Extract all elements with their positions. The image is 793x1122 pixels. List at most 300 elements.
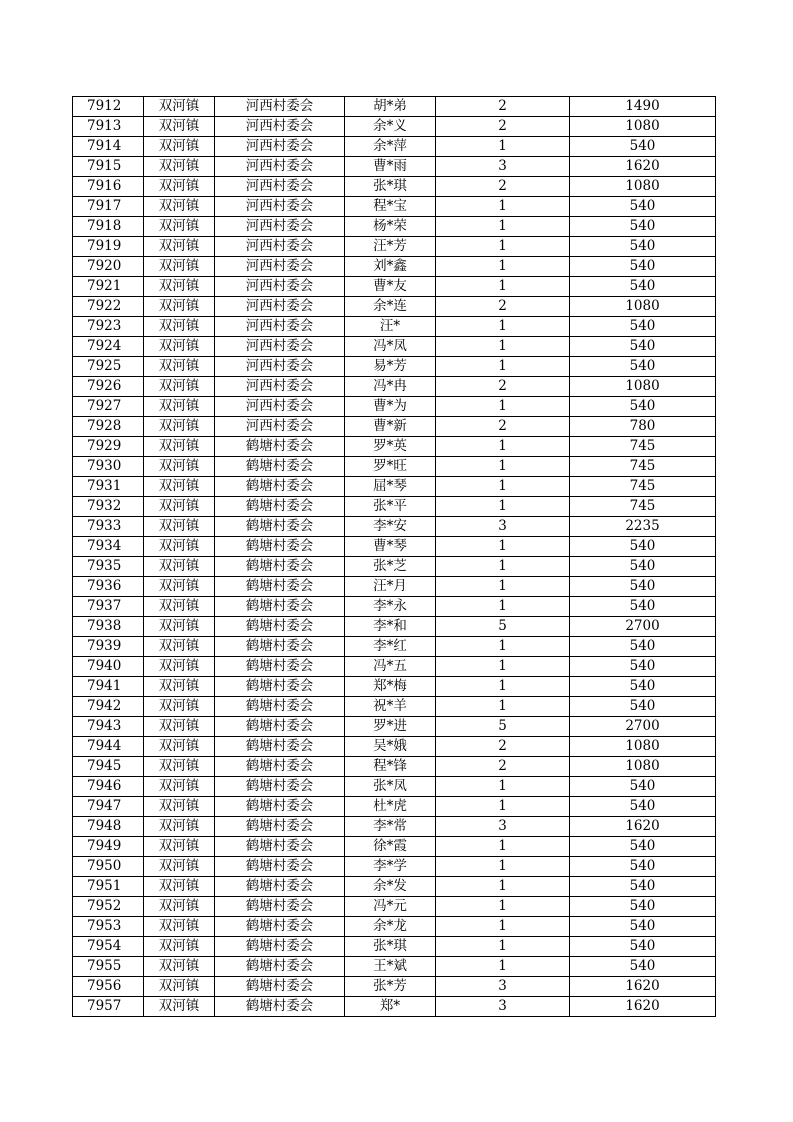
town-cell: 双河镇 [144,777,215,797]
household-count-cell: 2 [436,757,570,777]
household-count-cell: 5 [436,617,570,637]
town-cell: 双河镇 [144,877,215,897]
amount-cell: 540 [570,277,716,297]
name-cell: 李*安 [345,517,436,537]
table-row [73,957,716,977]
name-cell: 冯*五 [345,657,436,677]
table-row [73,457,716,477]
row-number-cell: 7938 [73,617,144,637]
row-number-cell: 7957 [73,997,144,1017]
amount-cell: 745 [570,497,716,517]
table-row [73,597,716,617]
row-number-cell: 7955 [73,957,144,977]
household-count-cell: 3 [436,157,570,177]
household-count-cell: 1 [436,957,570,977]
village-cell: 鹤塘村委会 [215,977,345,997]
table-row [73,977,716,997]
table-row [73,197,716,217]
amount-cell: 540 [570,337,716,357]
household-count-cell: 1 [436,597,570,617]
village-cell: 鹤塘村委会 [215,437,345,457]
row-number-cell: 7928 [73,417,144,437]
town-cell: 双河镇 [144,557,215,577]
village-cell: 鹤塘村委会 [215,857,345,877]
amount-cell: 2235 [570,517,716,537]
table-row [73,897,716,917]
row-number-cell: 7914 [73,137,144,157]
household-count-cell: 2 [436,177,570,197]
village-cell: 鹤塘村委会 [215,957,345,977]
amount-cell: 1620 [570,817,716,837]
town-cell: 双河镇 [144,837,215,857]
row-number-cell: 7946 [73,777,144,797]
amount-cell: 540 [570,797,716,817]
table-row [73,677,716,697]
household-count-cell: 1 [436,557,570,577]
table-row [73,217,716,237]
town-cell: 双河镇 [144,757,215,777]
amount-cell: 1490 [570,97,716,117]
town-cell: 双河镇 [144,597,215,617]
table-row [73,617,716,637]
village-cell: 鹤塘村委会 [215,917,345,937]
table-body [73,97,716,1017]
name-cell: 曹*琴 [345,537,436,557]
row-number-cell: 7947 [73,797,144,817]
table-row [73,517,716,537]
town-cell: 双河镇 [144,857,215,877]
household-count-cell: 1 [436,857,570,877]
village-cell: 鹤塘村委会 [215,477,345,497]
row-number-cell: 7919 [73,237,144,257]
village-cell: 鹤塘村委会 [215,837,345,857]
name-cell: 王*斌 [345,957,436,977]
amount-cell: 540 [570,257,716,277]
name-cell: 张*凤 [345,777,436,797]
household-count-cell: 5 [436,717,570,737]
household-count-cell: 1 [436,937,570,957]
name-cell: 余*义 [345,117,436,137]
table-row [73,137,716,157]
village-cell: 鹤塘村委会 [215,597,345,617]
amount-cell: 540 [570,577,716,597]
village-cell: 鹤塘村委会 [215,737,345,757]
amount-cell: 540 [570,237,716,257]
table-row [73,317,716,337]
household-count-cell: 3 [436,997,570,1017]
town-cell: 双河镇 [144,197,215,217]
household-count-cell: 1 [436,877,570,897]
town-cell: 双河镇 [144,577,215,597]
amount-cell: 1080 [570,737,716,757]
village-cell: 鹤塘村委会 [215,717,345,737]
amount-cell: 540 [570,837,716,857]
amount-cell: 540 [570,197,716,217]
name-cell: 汪* [345,317,436,337]
name-cell: 张*琪 [345,177,436,197]
amount-cell: 540 [570,677,716,697]
name-cell: 李*红 [345,637,436,657]
row-number-cell: 7937 [73,597,144,617]
town-cell: 双河镇 [144,497,215,517]
town-cell: 双河镇 [144,137,215,157]
household-count-cell: 1 [436,337,570,357]
amount-cell: 540 [570,697,716,717]
town-cell: 双河镇 [144,477,215,497]
table-row [73,697,716,717]
village-cell: 河西村委会 [215,377,345,397]
village-cell: 河西村委会 [215,297,345,317]
amount-cell: 540 [570,777,716,797]
name-cell: 徐*霞 [345,837,436,857]
table-row [73,997,716,1017]
village-cell: 河西村委会 [215,317,345,337]
name-cell: 冯*冉 [345,377,436,397]
name-cell: 冯*元 [345,897,436,917]
name-cell: 余*萍 [345,137,436,157]
household-count-cell: 1 [436,637,570,657]
town-cell: 双河镇 [144,717,215,737]
row-number-cell: 7942 [73,697,144,717]
household-count-cell: 1 [436,437,570,457]
table-row [73,497,716,517]
village-cell: 鹤塘村委会 [215,697,345,717]
household-count-cell: 1 [436,697,570,717]
village-cell: 鹤塘村委会 [215,877,345,897]
town-cell: 双河镇 [144,977,215,997]
town-cell: 双河镇 [144,997,215,1017]
row-number-cell: 7956 [73,977,144,997]
table-row [73,117,716,137]
amount-cell: 1620 [570,997,716,1017]
row-number-cell: 7913 [73,117,144,137]
table-row [73,297,716,317]
table-row [73,397,716,417]
table-row [73,657,716,677]
village-cell: 鹤塘村委会 [215,777,345,797]
town-cell: 双河镇 [144,277,215,297]
town-cell: 双河镇 [144,677,215,697]
town-cell: 双河镇 [144,897,215,917]
household-count-cell: 1 [436,677,570,697]
name-cell: 余*发 [345,877,436,897]
row-number-cell: 7926 [73,377,144,397]
village-cell: 河西村委会 [215,237,345,257]
row-number-cell: 7927 [73,397,144,417]
village-cell: 河西村委会 [215,97,345,117]
town-cell: 双河镇 [144,117,215,137]
table-row [73,237,716,257]
amount-cell: 540 [570,557,716,577]
town-cell: 双河镇 [144,537,215,557]
name-cell: 张*平 [345,497,436,517]
household-count-cell: 3 [436,977,570,997]
town-cell: 双河镇 [144,157,215,177]
table-row [73,937,716,957]
household-count-cell: 1 [436,277,570,297]
name-cell: 余*龙 [345,917,436,937]
amount-cell: 1080 [570,117,716,137]
town-cell: 双河镇 [144,217,215,237]
table-row [73,737,716,757]
town-cell: 双河镇 [144,657,215,677]
household-count-cell: 1 [436,537,570,557]
name-cell: 屈*琴 [345,477,436,497]
row-number-cell: 7922 [73,297,144,317]
table-row [73,357,716,377]
town-cell: 双河镇 [144,797,215,817]
town-cell: 双河镇 [144,957,215,977]
name-cell: 汪*月 [345,577,436,597]
household-count-cell: 2 [436,297,570,317]
name-cell: 杨*荣 [345,217,436,237]
amount-cell: 540 [570,877,716,897]
row-number-cell: 7912 [73,97,144,117]
row-number-cell: 7948 [73,817,144,837]
household-count-cell: 1 [436,777,570,797]
row-number-cell: 7923 [73,317,144,337]
village-cell: 鹤塘村委会 [215,817,345,837]
amount-cell: 745 [570,457,716,477]
name-cell: 郑*梅 [345,677,436,697]
name-cell: 罗*旺 [345,457,436,477]
table-row [73,797,716,817]
village-cell: 鹤塘村委会 [215,457,345,477]
row-number-cell: 7925 [73,357,144,377]
town-cell: 双河镇 [144,397,215,417]
name-cell: 吴*娥 [345,737,436,757]
name-cell: 祝*羊 [345,697,436,717]
amount-cell: 1080 [570,377,716,397]
household-count-cell: 3 [436,817,570,837]
amount-cell: 1080 [570,757,716,777]
amount-cell: 540 [570,897,716,917]
table-row [73,337,716,357]
village-cell: 鹤塘村委会 [215,797,345,817]
household-count-cell: 1 [436,257,570,277]
row-number-cell: 7934 [73,537,144,557]
village-cell: 鹤塘村委会 [215,657,345,677]
amount-cell: 540 [570,857,716,877]
town-cell: 双河镇 [144,637,215,657]
village-cell: 河西村委会 [215,177,345,197]
table-row [73,177,716,197]
village-cell: 河西村委会 [215,397,345,417]
household-count-cell: 1 [436,577,570,597]
town-cell: 双河镇 [144,697,215,717]
row-number-cell: 7943 [73,717,144,737]
row-number-cell: 7953 [73,917,144,937]
name-cell: 李*和 [345,617,436,637]
town-cell: 双河镇 [144,617,215,637]
town-cell: 双河镇 [144,177,215,197]
amount-cell: 540 [570,637,716,657]
household-count-cell: 1 [436,357,570,377]
row-number-cell: 7945 [73,757,144,777]
name-cell: 胡*弟 [345,97,436,117]
row-number-cell: 7940 [73,657,144,677]
household-count-cell: 2 [436,377,570,397]
household-count-cell: 1 [436,397,570,417]
amount-cell: 2700 [570,717,716,737]
village-cell: 鹤塘村委会 [215,577,345,597]
name-cell: 罗*进 [345,717,436,737]
village-cell: 鹤塘村委会 [215,757,345,777]
village-cell: 鹤塘村委会 [215,517,345,537]
village-cell: 鹤塘村委会 [215,537,345,557]
name-cell: 冯*凤 [345,337,436,357]
name-cell: 李*学 [345,857,436,877]
village-cell: 河西村委会 [215,217,345,237]
table-row [73,877,716,897]
household-count-cell: 1 [436,797,570,817]
amount-cell: 1620 [570,977,716,997]
name-cell: 程*宝 [345,197,436,217]
household-count-cell: 1 [436,837,570,857]
village-cell: 鹤塘村委会 [215,897,345,917]
amount-cell: 540 [570,957,716,977]
household-count-cell: 1 [436,237,570,257]
row-number-cell: 7950 [73,857,144,877]
table-row [73,377,716,397]
household-count-cell: 1 [436,497,570,517]
row-number-cell: 7932 [73,497,144,517]
table-row [73,857,716,877]
table-row [73,477,716,497]
town-cell: 双河镇 [144,257,215,277]
village-cell: 河西村委会 [215,417,345,437]
household-count-cell: 1 [436,217,570,237]
household-count-cell: 1 [436,657,570,677]
town-cell: 双河镇 [144,937,215,957]
town-cell: 双河镇 [144,737,215,757]
table-row [73,917,716,937]
name-cell: 郑* [345,997,436,1017]
household-count-cell: 1 [436,197,570,217]
town-cell: 双河镇 [144,97,215,117]
name-cell: 杜*虎 [345,797,436,817]
amount-cell: 540 [570,357,716,377]
town-cell: 双河镇 [144,237,215,257]
town-cell: 双河镇 [144,297,215,317]
amount-cell: 540 [570,217,716,237]
village-cell: 鹤塘村委会 [215,557,345,577]
household-count-cell: 2 [436,417,570,437]
village-cell: 河西村委会 [215,137,345,157]
household-count-cell: 1 [436,317,570,337]
row-number-cell: 7916 [73,177,144,197]
row-number-cell: 7924 [73,337,144,357]
amount-cell: 540 [570,917,716,937]
amount-cell: 745 [570,437,716,457]
town-cell: 双河镇 [144,417,215,437]
row-number-cell: 7952 [73,897,144,917]
amount-cell: 540 [570,537,716,557]
amount-cell: 1080 [570,177,716,197]
row-number-cell: 7918 [73,217,144,237]
name-cell: 张*芝 [345,557,436,577]
amount-cell: 540 [570,397,716,417]
name-cell: 曹*新 [345,417,436,437]
village-cell: 河西村委会 [215,197,345,217]
town-cell: 双河镇 [144,377,215,397]
row-number-cell: 7931 [73,477,144,497]
table-row [73,717,716,737]
amount-cell: 2700 [570,617,716,637]
amount-cell: 540 [570,937,716,957]
name-cell: 曹*雨 [345,157,436,177]
row-number-cell: 7944 [73,737,144,757]
village-cell: 河西村委会 [215,337,345,357]
town-cell: 双河镇 [144,337,215,357]
household-count-cell: 2 [436,97,570,117]
row-number-cell: 7917 [73,197,144,217]
village-cell: 河西村委会 [215,117,345,137]
village-cell: 鹤塘村委会 [215,637,345,657]
household-count-cell: 1 [436,917,570,937]
village-cell: 河西村委会 [215,277,345,297]
village-cell: 河西村委会 [215,157,345,177]
table-row [73,97,716,117]
table-row [73,417,716,437]
name-cell: 易*芳 [345,357,436,377]
name-cell: 程*锋 [345,757,436,777]
table-row [73,777,716,797]
row-number-cell: 7933 [73,517,144,537]
name-cell: 罗*英 [345,437,436,457]
town-cell: 双河镇 [144,917,215,937]
table-row [73,537,716,557]
row-number-cell: 7936 [73,577,144,597]
table-row [73,277,716,297]
village-cell: 鹤塘村委会 [215,497,345,517]
name-cell: 张*琪 [345,937,436,957]
name-cell: 李*常 [345,817,436,837]
village-cell: 鹤塘村委会 [215,937,345,957]
name-cell: 张*芳 [345,977,436,997]
town-cell: 双河镇 [144,317,215,337]
row-number-cell: 7930 [73,457,144,477]
household-count-cell: 2 [436,117,570,137]
table-row [73,817,716,837]
row-number-cell: 7915 [73,157,144,177]
village-cell: 河西村委会 [215,257,345,277]
amount-cell: 745 [570,477,716,497]
allowance-table [72,96,716,1017]
village-cell: 鹤塘村委会 [215,677,345,697]
row-number-cell: 7954 [73,937,144,957]
row-number-cell: 7921 [73,277,144,297]
household-count-cell: 2 [436,737,570,757]
amount-cell: 1620 [570,157,716,177]
row-number-cell: 7949 [73,837,144,857]
town-cell: 双河镇 [144,437,215,457]
row-number-cell: 7939 [73,637,144,657]
row-number-cell: 7920 [73,257,144,277]
table-row [73,157,716,177]
household-count-cell: 1 [436,457,570,477]
row-number-cell: 7929 [73,437,144,457]
household-count-cell: 1 [436,137,570,157]
amount-cell: 540 [570,597,716,617]
village-cell: 河西村委会 [215,357,345,377]
table-row [73,437,716,457]
name-cell: 曹*为 [345,397,436,417]
village-cell: 鹤塘村委会 [215,617,345,637]
amount-cell: 540 [570,317,716,337]
row-number-cell: 7951 [73,877,144,897]
amount-cell: 540 [570,657,716,677]
